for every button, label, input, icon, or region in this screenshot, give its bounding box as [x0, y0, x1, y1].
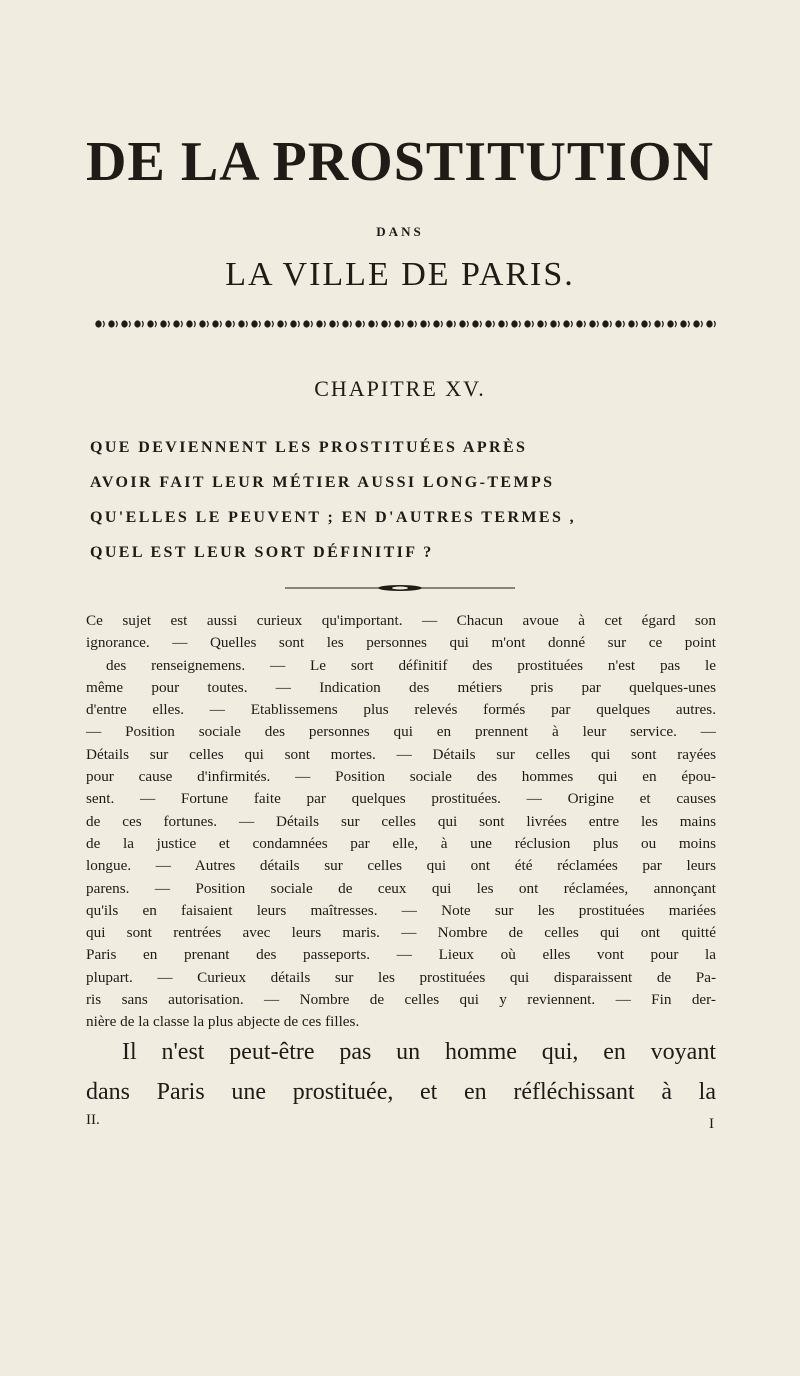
summary-line: d'entre elles. — Etablissemens plus relevés formés par quelques autres.: [86, 701, 716, 719]
summary-line: ris sans autorisation. — Nombre de celles qui y reviennent. — Fin der-: [86, 991, 716, 1009]
page-number: I: [709, 1116, 714, 1132]
summary-line: de ces fortunes. — Détails sur celles qui sont livrées entre les mains: [86, 812, 716, 830]
summary-line: Paris en prenant des passeports. — Lieux où elles vont pour la: [86, 946, 716, 964]
chapter-question: [90, 430, 710, 570]
chapter-question-line: QUE DEVIENNENT LES PROSTITUÉES APRÈS: [90, 439, 528, 456]
body-paragraph: [86, 1032, 716, 1112]
summary-line: plupart. — Curieux détails sur les prostituées qui disparaissent de Pa-: [86, 968, 716, 986]
body-line: dans Paris une prostituée, et en réfléchissant à la: [86, 1079, 716, 1105]
summary-line: sent. — Fortune faite par quelques prostituées. — Origine et causes: [86, 790, 716, 808]
summary-line: pour cause d'infirmités. — Position sociale des hommes qui en épou-: [86, 768, 716, 786]
summary-line: nière de la classe la plus abjecte de ces filles.: [86, 1013, 360, 1031]
summary-line: Détails sur celles qui sont mortes. — Détails sur celles qui sont rayées: [86, 745, 716, 763]
section-divider: [285, 584, 515, 592]
chapter-question-line: AVOIR FAIT LEUR MÉTIER AUSSI LONG-TEMPS: [90, 474, 555, 491]
summary-line: qu'ils en faisaient leurs maîtresses. — Note sur les prostituées mariées: [86, 901, 716, 919]
summary-line: de la justice et condamnées par elle, à une réclusion plus ou moins: [86, 834, 716, 852]
summary-line: — Position sociale des personnes qui en prennent à leur service. —: [86, 723, 716, 741]
summary-line: Ce sujet est aussi curieux qu'important. — Chacun avoue à cet égard son: [86, 612, 716, 629]
summary-line: longue. — Autres détails sur celles qui ont été réclamées par leurs: [86, 857, 716, 875]
chapter-summary: [86, 610, 716, 1034]
summary-line: ignorance. — Quelles sont les personnes qui m'ont donné sur ce point: [86, 634, 716, 652]
summary-line: même pour toutes. — Indication des métiers pris par quelques-unes: [86, 678, 716, 696]
chapter-question-line: QUEL EST LEUR SORT DÉFINITIF ?: [90, 544, 434, 561]
signature-mark: II.: [86, 1112, 100, 1128]
body-line: Il n'est peut-être pas un homme qui, en voyant: [122, 1039, 716, 1065]
book-subtitle: LA VILLE DE PARIS.: [225, 256, 575, 293]
book-title: DE LA PROSTITUTION: [86, 131, 714, 193]
chapter-heading: CHAPITRE XV.: [314, 376, 486, 401]
summary-line: des renseignemens. — Le sort définitif des prostituées n'est pas le: [106, 656, 716, 674]
chapter-question-line: QU'ELLES LE PEUVENT ; EN D'AUTRES TERMES ,: [90, 509, 577, 526]
ornamental-border: [92, 318, 716, 330]
title-connector: DANS: [376, 224, 424, 239]
summary-line: qui sont rentrées avec leurs maris. — Nombre de celles qui ont quitté: [86, 924, 716, 942]
summary-line: parens. — Position sociale de ceux qui les ont réclamées, annonçant: [86, 879, 716, 897]
